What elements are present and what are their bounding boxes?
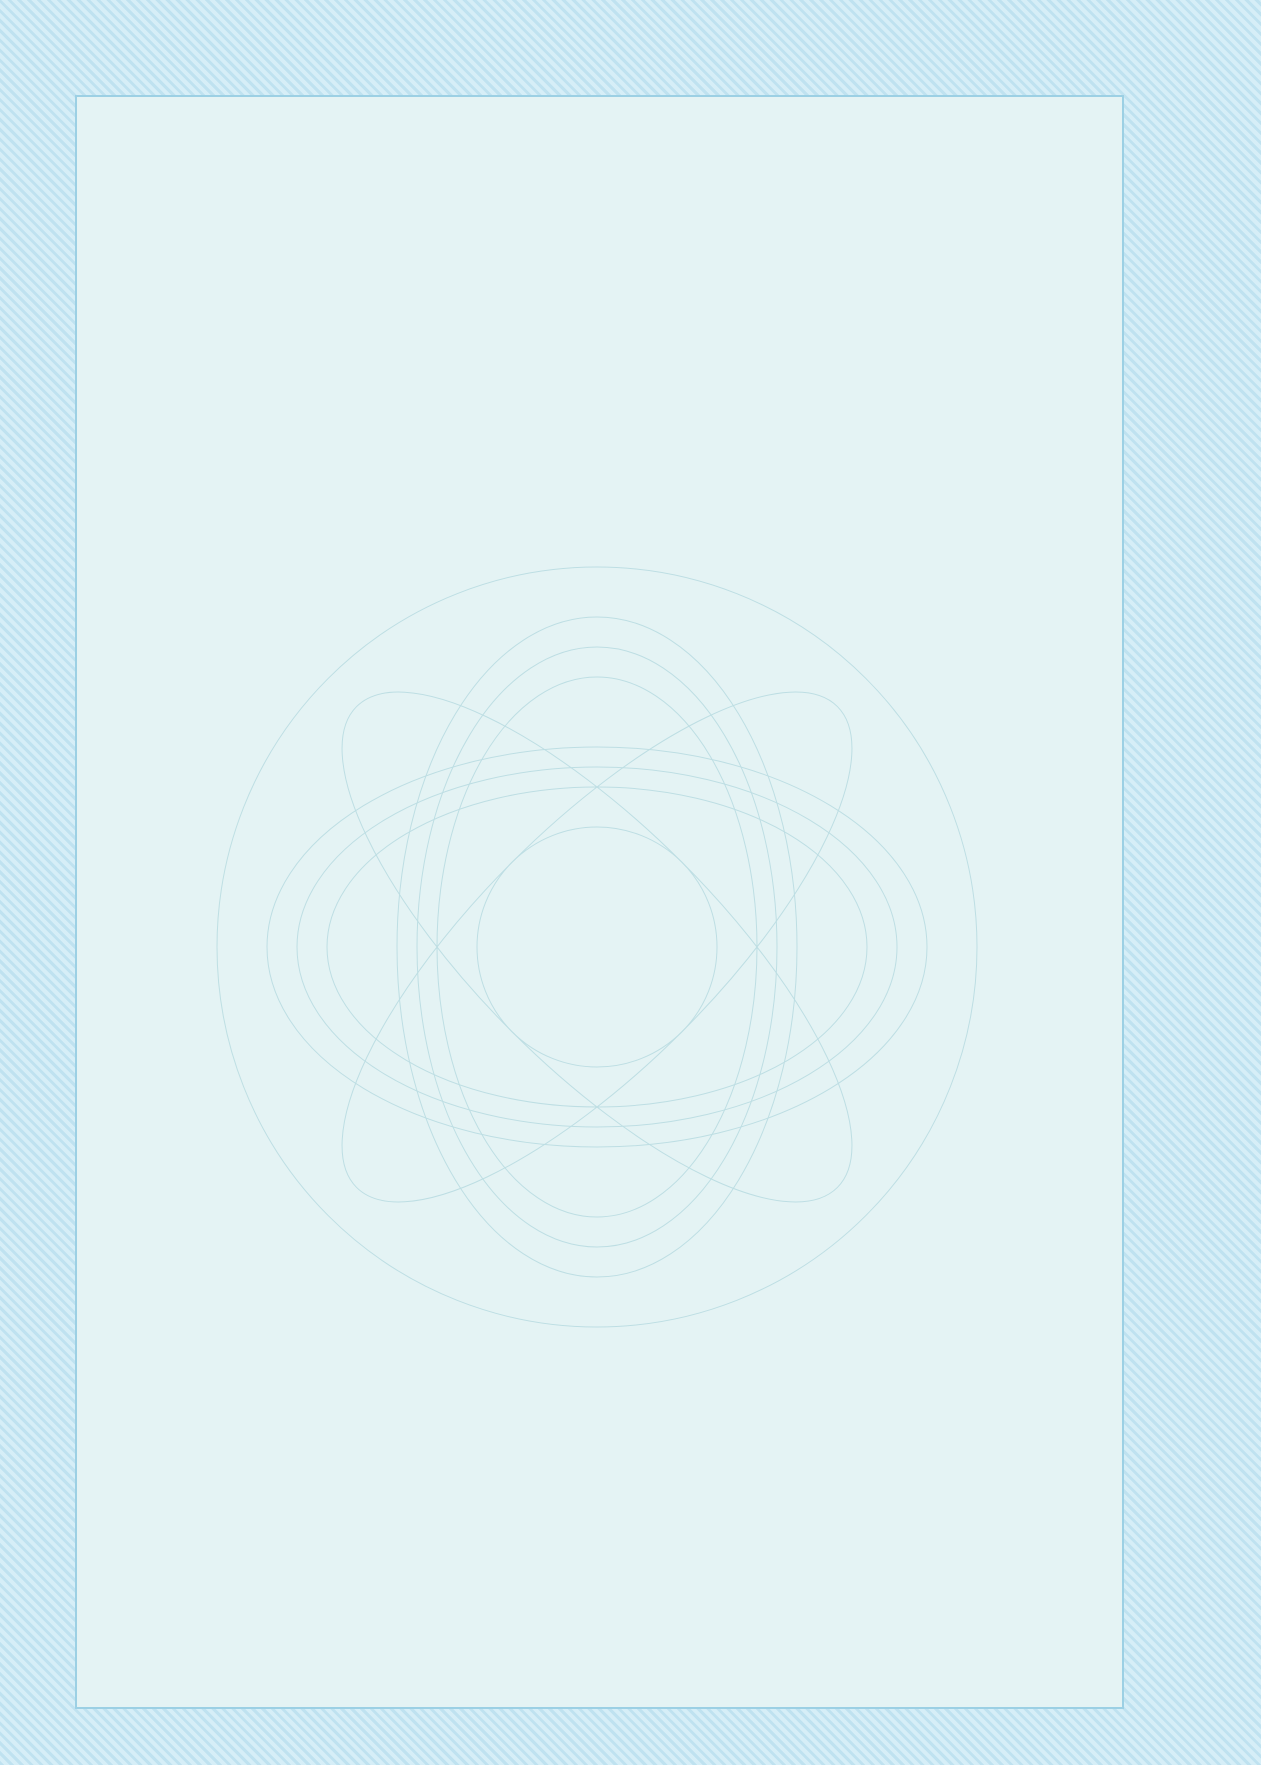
guilloche-pattern — [197, 427, 997, 1477]
certificate-inner-frame — [75, 95, 1124, 1709]
